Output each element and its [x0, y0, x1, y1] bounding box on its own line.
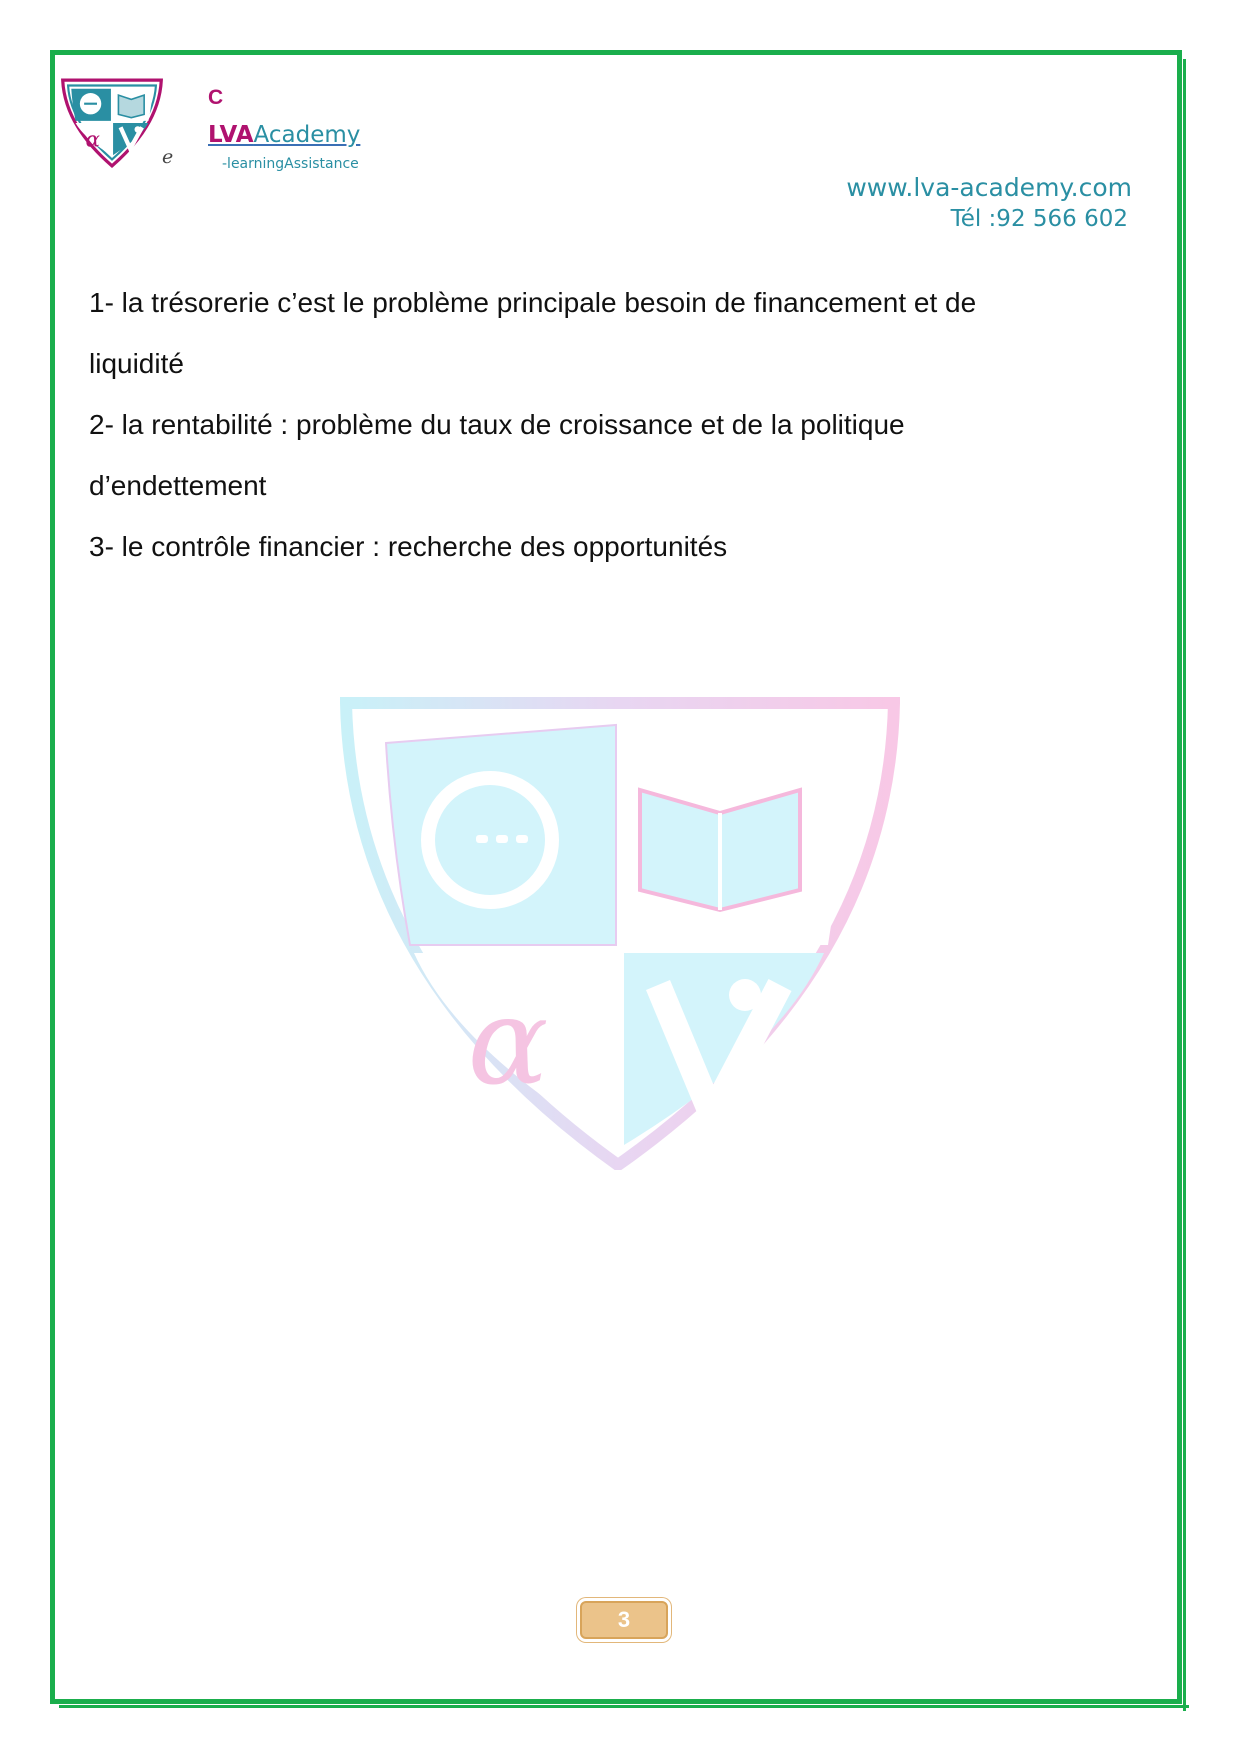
lva-shield-logo-icon — [58, 78, 166, 168]
text-line: liquidité — [89, 348, 184, 379]
text-line: d’endettement — [89, 470, 267, 501]
text-line: 1- la trésorerie c’est le problème principale besoin de financement et de — [89, 287, 977, 318]
brand-name — [208, 122, 360, 148]
phone-number: Tél :92 566 602 — [950, 206, 1128, 232]
svg-text:α: α — [467, 973, 549, 1112]
brand-tagline: -learningAssistance — [222, 156, 359, 172]
page-number-badge: 3 — [580, 1601, 668, 1639]
text-line: 2- la rentabilité : problème du taux de croissance et de la politique — [89, 409, 905, 440]
contact-block — [846, 172, 1132, 234]
document-body — [89, 272, 1129, 577]
logo-e-mark: e — [162, 146, 174, 168]
brand-lva: LVA — [208, 122, 254, 148]
lva-shield-watermark-icon — [340, 695, 900, 1170]
text-line: 3- le contrôle financier : recherche des opportunités — [89, 531, 728, 562]
website-link[interactable]: www.lva-academy.com — [846, 173, 1132, 202]
brand-c: C — [208, 86, 224, 109]
svg-text:α: α — [85, 127, 100, 153]
brand-academy: Academy — [253, 122, 361, 148]
